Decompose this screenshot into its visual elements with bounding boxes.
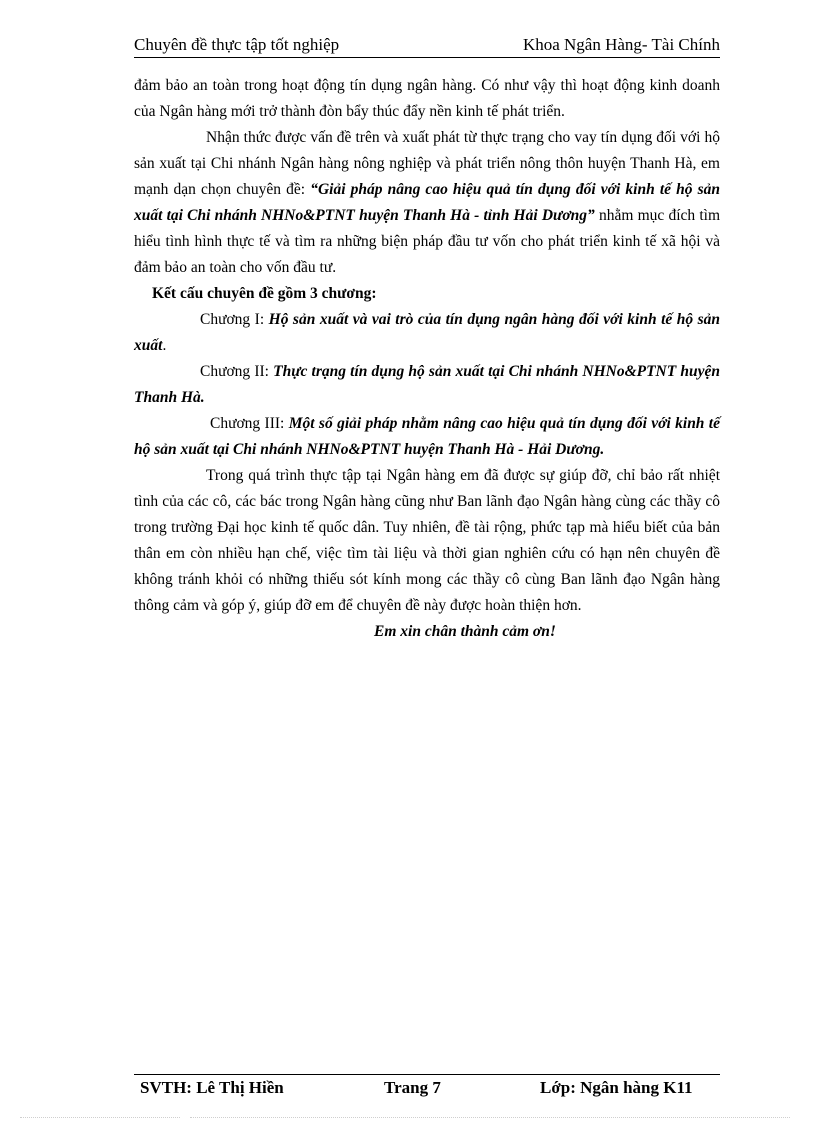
footer-page-number: Trang 7 [384,1078,441,1097]
chapter-2-title: Thực trạng tín dụng hộ sản xuất tại Chi nhánh NHNo&PTNT huyện Thanh Hà. [134,363,720,406]
header-faculty: Khoa Ngân Hàng- Tài Chính [522,35,720,54]
footer-student: SVTH: Lê Thị Hiền [140,1078,284,1097]
topic-lead-text: Nhận thức được vấn đề trên và xuất phát từ thực trạng cho vay tín dụng đối với hộ sản xuất tại Chi nhánh Ngân hàng nông nghiệp và phát triển nông thôn huyện Thanh Hà, em mạnh dạn chọn chuyên đề: [134,129,720,198]
chapter-3 [134,411,720,463]
paragraph-acknowledgement: Trong quá trình thực tập tại Ngân hàng em đã được sự giúp đỡ, chỉ bảo rất nhiệt tình của các cô, các bác trong Ngân hàng cũng như Ban lãnh đạo Ngân hàng cùng các thầy cô trong trường Đại học kinh tế quốc dân. Tuy nhiên, đề tài rộng, phức tạp mà hiểu biết của bản thân em còn nhiều hạn chế, việc tìm tài liệu và thời gian nghiên cứu có hạn nên chuyên đề không tránh khỏi có những thiếu sót kính mong các thầy cô cùng Ban lãnh đạo Ngân hàng thông cảm và góp ý, giúp đỡ em để chuyên đề này được hoàn thiện hơn. [134,467,720,614]
chapter-2 [134,359,720,411]
topic-title: “Giải pháp nâng cao hiệu quả tín dụng đối với kinh tế hộ sản xuất tại Chi nhánh NHNo&PTNT huyện Thanh Hà - tỉnh Hải Dương” [134,181,720,224]
thanks-line: Em xin chân thành cảm ơn! [374,623,556,640]
footer-class: Lớp: Ngân hàng K11 [540,1078,693,1097]
header-document-title: Chuyên đề thực tập tốt nghiệp [134,35,340,54]
page-edge-divider-right [190,1117,790,1118]
page-header [134,34,720,58]
chapter-1-title: Hộ sản xuất và vai trò của tín dụng ngân hàng đối với kinh tế hộ sản xuất [134,311,721,354]
chapter-3-label: Chương III: [210,415,289,432]
paragraph-topic-selection [134,125,720,281]
document-body [134,73,720,645]
paragraph-intro-continued: đảm bảo an toàn trong hoạt động tín dụng ngân hàng. Có như vậy thì hoạt động kinh doanh của Ngân hàng mới trở thành đòn bẩy thúc đẩy nền kinh tế phát triển. [134,77,720,120]
chapter-2-label: Chương II: [200,363,274,380]
chapter-1 [134,307,720,359]
chapter-1-end: . [162,337,167,354]
chapter-3-title: Một số giải pháp nhằm nâng cao hiệu quả tín dụng đối với kinh tế hộ sản xuất tại Chi nhánh NHNo&PTNT huyện Thanh Hà - Hải Dương. [134,415,720,458]
chapter-1-label: Chương I: [200,311,269,328]
page-edge-divider-left [20,1117,180,1118]
topic-tail-text: nhằm mục đích tìm hiểu tình hình thực tế và tìm ra những biện pháp đầu tư vốn cho phát triển kinh tế xã hội và đảm bảo an toàn cho vốn đầu tư. [134,207,720,276]
page-footer [134,1074,720,1097]
structure-heading: Kết cấu chuyên đề gồm 3 chương: [152,285,377,302]
